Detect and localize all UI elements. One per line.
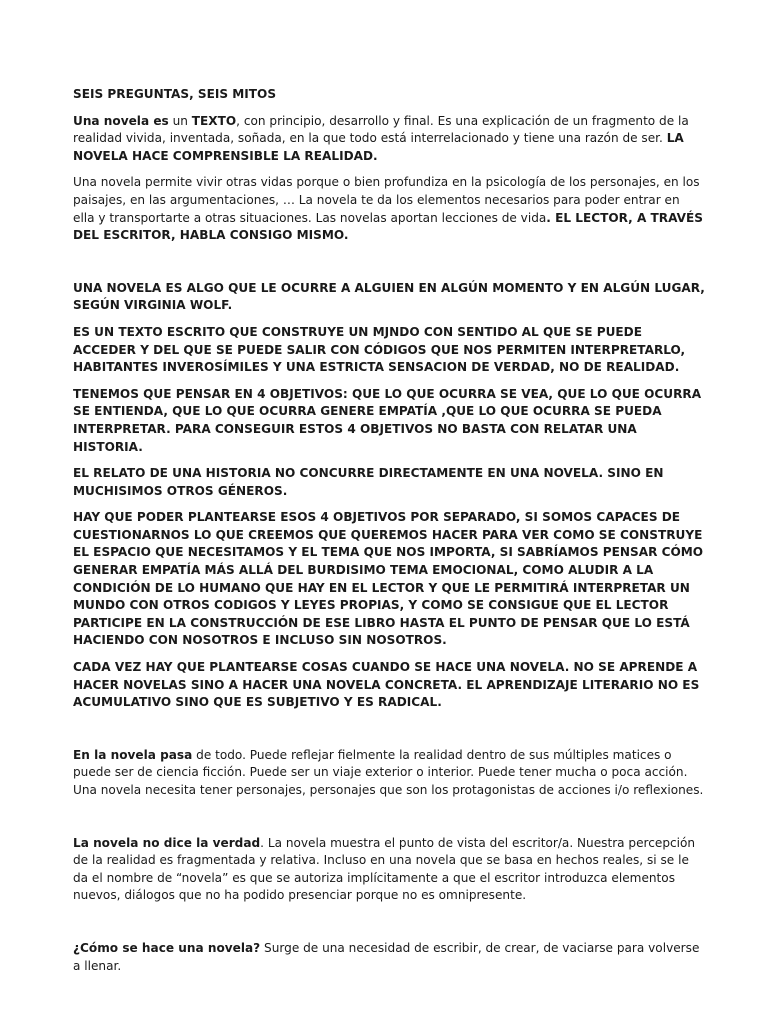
- paragraph-4: ES UN TEXTO ESCRITO QUE CONSTRUYE UN MJNDO CON SENTIDO AL QUE SE PUEDE ACCEDER Y DEL QUE SE PUEDE SALIR CON CÓDIGOS QUE NOS PERMITEN INTERPRETARLO, HABITANTES INVEROSÍMILES Y UNA ESTRICTA SENSACION DE VERDAD, NO DE REALIDAD.: [73, 324, 686, 375]
- bold-text: ¿Cómo se hace una novela?: [73, 940, 261, 955]
- paragraph-11: [73, 940, 705, 975]
- paragraph-7: HAY QUE PODER PLANTEARSE ESOS 4 OBJETIVOS POR SEPARADO, SI SOMOS CAPACES DE CUESTIONARNOS LO QUE CREEMOS QUE QUEREMOS HACER PARA VER COMO SE CONSTRUYE EL ESPACIO QUE NECESITAMOS Y EL TEMA QUE NOS IMPORTA, SI SABRÍAMOS PENSAR CÓMO GENERAR EMPATÍA MÁS ALLÁ DEL BURDISIMO TEMA EMOCIONAL, COMO ALUDIR A LA CONDICIÓN DE LO HUMANO QUE HAY EN EL LECTOR Y QUE LE PERMITIRÁ INTERPRETAR UN MUNDO CON OTROS CODIGOS Y LEYES PROPIAS, Y COMO SE CONSIGUE QUE EL LECTOR PARTICIPE EN LA CONSTRUCCIÓN DE ESE LIBRO HASTA EL PUNTO DE PENSAR QUE LO ESTÁ HACIENDO CON NOSOTROS E INCLUSO SIN NOSOTROS.: [73, 510, 704, 648]
- body-text: Surge de una necesidad de escribir, de crear, de vaciarse para volverse a llenar.: [73, 940, 700, 973]
- bold-text: . EL LECTOR, A TRAVÉS DEL ESCRITOR, HABLA CONSIGO MISMO.: [73, 210, 703, 243]
- paragraph-8: CADA VEZ HAY QUE PLANTEARSE COSAS CUANDO SE HACE UNA NOVELA. NO SE APRENDE A HACER NOVELAS SINO A HACER UNA NOVELA CONCRETA. EL APRENDIZAJE LITERARIO NO ES ACUMULATIVO SINO QUE ES SUBJETIVO Y ES RADICAL.: [73, 660, 700, 710]
- bold-text: Una novela es: [73, 113, 169, 128]
- paragraph-5: TENEMOS QUE PENSAR EN 4 OBJETIVOS: QUE LO QUE OCURRA SE VEA, QUE LO QUE OCURRA SE ENTIENDA, QUE LO QUE OCURRA GENERE EMPATÍA ,QUE LO QUE OCURRA SE PUEDA INTERPRETAR. PARA CONSEGUIR ESTOS 4 OBJETIVOS NO BASTA CON RELATAR UNA HISTORIA.: [73, 386, 702, 454]
- paragraph-2: [73, 174, 705, 244]
- body-text: un: [168, 113, 192, 128]
- paragraph-9: [73, 747, 705, 800]
- paragraph-6: EL RELATO DE UNA HISTORIA NO CONCURRE DIRECTAMENTE EN UNA NOVELA. SINO EN MUCHISIMOS OTROS GÉNEROS.: [73, 466, 664, 498]
- body-text: , con principio, desarrollo y final. Es una explicación de un fragmento de la realidad vivida, inventada, soñada, en la que todo está interrelacionado y tiene una razón de ser.: [73, 113, 689, 146]
- paragraph-10: [73, 835, 705, 905]
- paragraph-1: [73, 113, 705, 166]
- body-text: . La novela muestra el punto de vista del escritor/a. Nuestra percepción de la realidad es fragmentada y relativa. Incluso en una novela que se basa en hechos reales, si se le da el nombre de “novela” es que se autoriza implícitamente a que el escritor introduzca elementos nuevos, diálogos que no ha podido presenciar porque no es omnipresente.: [73, 835, 696, 903]
- bold-text: TEXTO: [191, 113, 237, 128]
- body-text: Una novela permite vivir otras vidas porque o bien profundiza en la psicología de los personajes, en los paisajes, en las argumentaciones, … La novela te da los elementos necesarios para poder entrar en ella y transportarte a otras situaciones. Las novelas aportan lecciones de vida: [73, 175, 700, 225]
- bold-text: LA NOVELA HACE COMPRENSIBLE LA REALIDAD.: [73, 131, 684, 163]
- body-text: de todo. Puede reflejar fielmente la realidad dentro de sus múltiples matices o puede ser de ciencia ficción. Puede ser un viaje exterior o interior. Puede tener mucha o poca acción. Una novela necesita tener personajes, personajes que son los protagonistas de acciones i/o reflexiones.: [73, 747, 704, 797]
- paragraph-3: UNA NOVELA ES ALGO QUE LE OCURRE A ALGUIEN EN ALGÚN MOMENTO Y EN ALGÚN LUGAR, SEGÚN VIRGINIA WOLF.: [73, 280, 705, 313]
- document-page: [73, 86, 705, 984]
- bold-text: La novela no dice la verdad: [73, 835, 261, 850]
- bold-text: En la novela pasa: [73, 747, 193, 762]
- document-title: SEIS PREGUNTAS, SEIS MITOS: [73, 87, 277, 101]
